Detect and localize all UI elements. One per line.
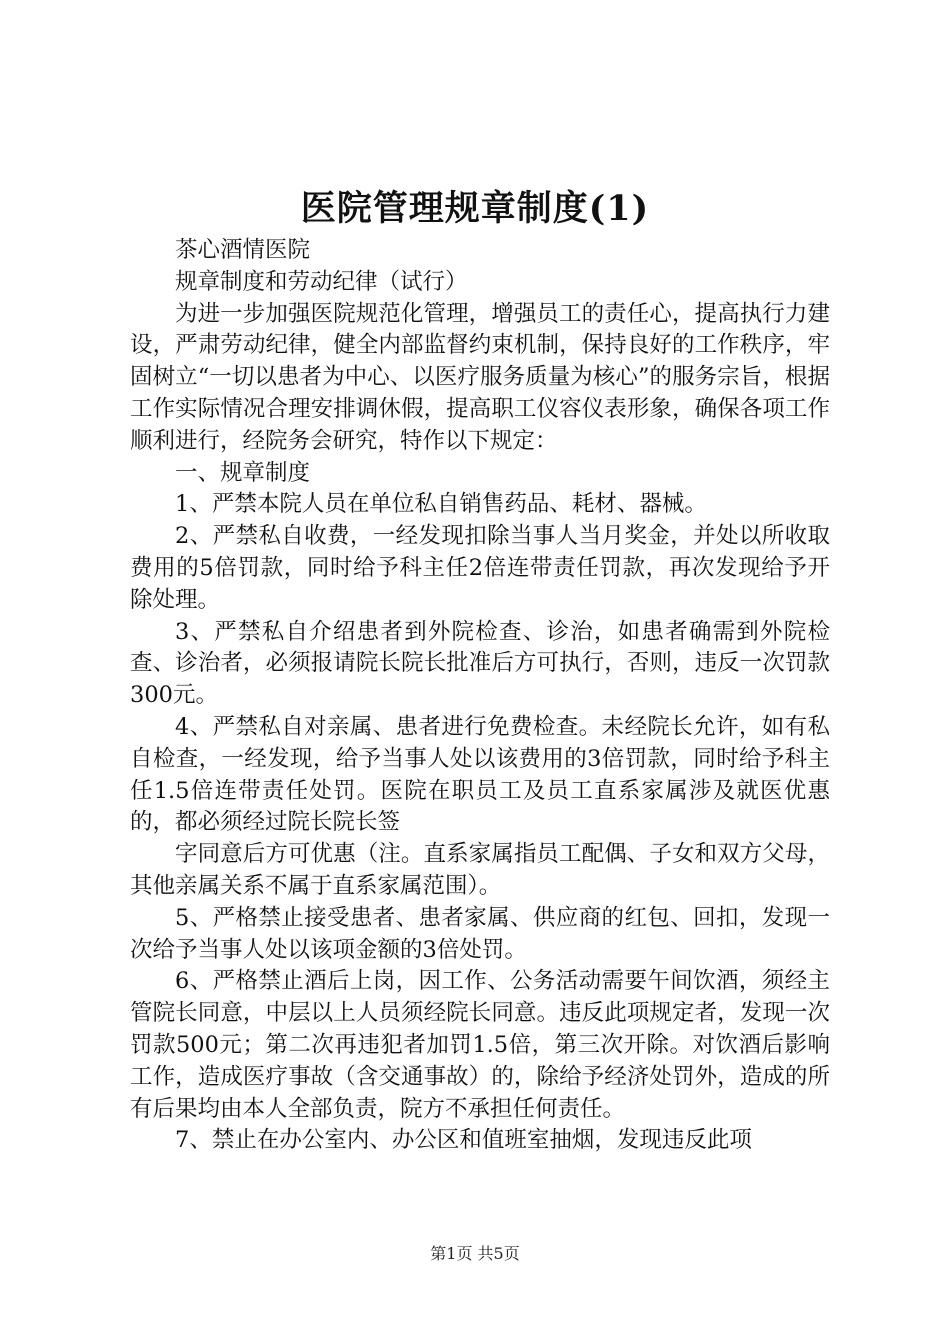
- rule-paragraph: 4、严禁私自对亲属、患者进行免费检查。未经院长允许，如有私自检查，一经发现，给予当事人处以该费用的3倍罚款，同时给予科主任1.5倍连带责任处罚。医院在职员工及员工直系家属涉及就医优惠的，都必须经过院长院长签: [130, 713, 830, 836]
- section-heading: 一、规章制度: [175, 459, 311, 486]
- rule-paragraph: 2、严禁私自收费，一经发现扣除当事人当月奖金，并处以所收取费用的5倍罚款，同时给予科主任2倍连带责任罚款，再次发现给予开除处理。: [130, 523, 830, 613]
- rule-paragraph: 3、严禁私自介绍患者到外院检查、诊治，如患者确需到外院检查、诊治者，必须报请院长院长批准后方可执行，否则，违反一次罚款300元。: [130, 618, 830, 709]
- document-body: [130, 235, 830, 1157]
- intro-paragraph: 为进一步加强医院规范化管理，增强员工的责任心，提高执行力建设，严肃劳动纪律，健全内部监督约束机制，保持良好的工作秩序，牢固树立“一切以患者为中心、以医疗服务质量为核心”的服务宗旨，根据工作实际情况合理安排调休假，提高职工仪容仪表形象，确保各项工作顺利进行，经院务会研究，特作以下规定：: [130, 300, 830, 454]
- rule-continuation-paragraph: 字同意后方可优惠（注。直系家属指员工配偶、子女和双方父母，其他亲属关系不属于直系家属范围）。: [130, 841, 830, 899]
- rule-paragraph: 6、严格禁止酒后上岗，因工作、公务活动需要午间饮酒，须经主管院长同意，中层以上人员须经院长同意。违反此项规定者，发现一次罚款500元；第二次再违犯者加罚1.5倍，第三次开除。对饮酒后影响工作，造成医疗事故（含交通事故）的，除给予经济处罚外，造成的所有后果均由本人全部负责，院方不承担任何责任。: [130, 968, 830, 1122]
- rule-paragraph: 5、严格禁止接受患者、患者家属、供应商的红包、回扣，发现一次给予当事人处以该项金额的3倍处罚。: [130, 904, 830, 963]
- document-title: 医院管理规章制度(1): [300, 188, 650, 229]
- hospital-name: 茶心酒情医院: [175, 237, 311, 263]
- rule-paragraph: 1、严禁本院人员在单位私自销售药品、耗材、器械。: [175, 491, 707, 518]
- page-number-footer: 第1页 共5页: [430, 1244, 520, 1263]
- rule-paragraph: 7、禁止在办公室内、办公区和值班室抽烟，发现违反此项: [175, 1127, 752, 1154]
- document-subtitle: 规章制度和劳动纪律（试行）: [175, 268, 468, 295]
